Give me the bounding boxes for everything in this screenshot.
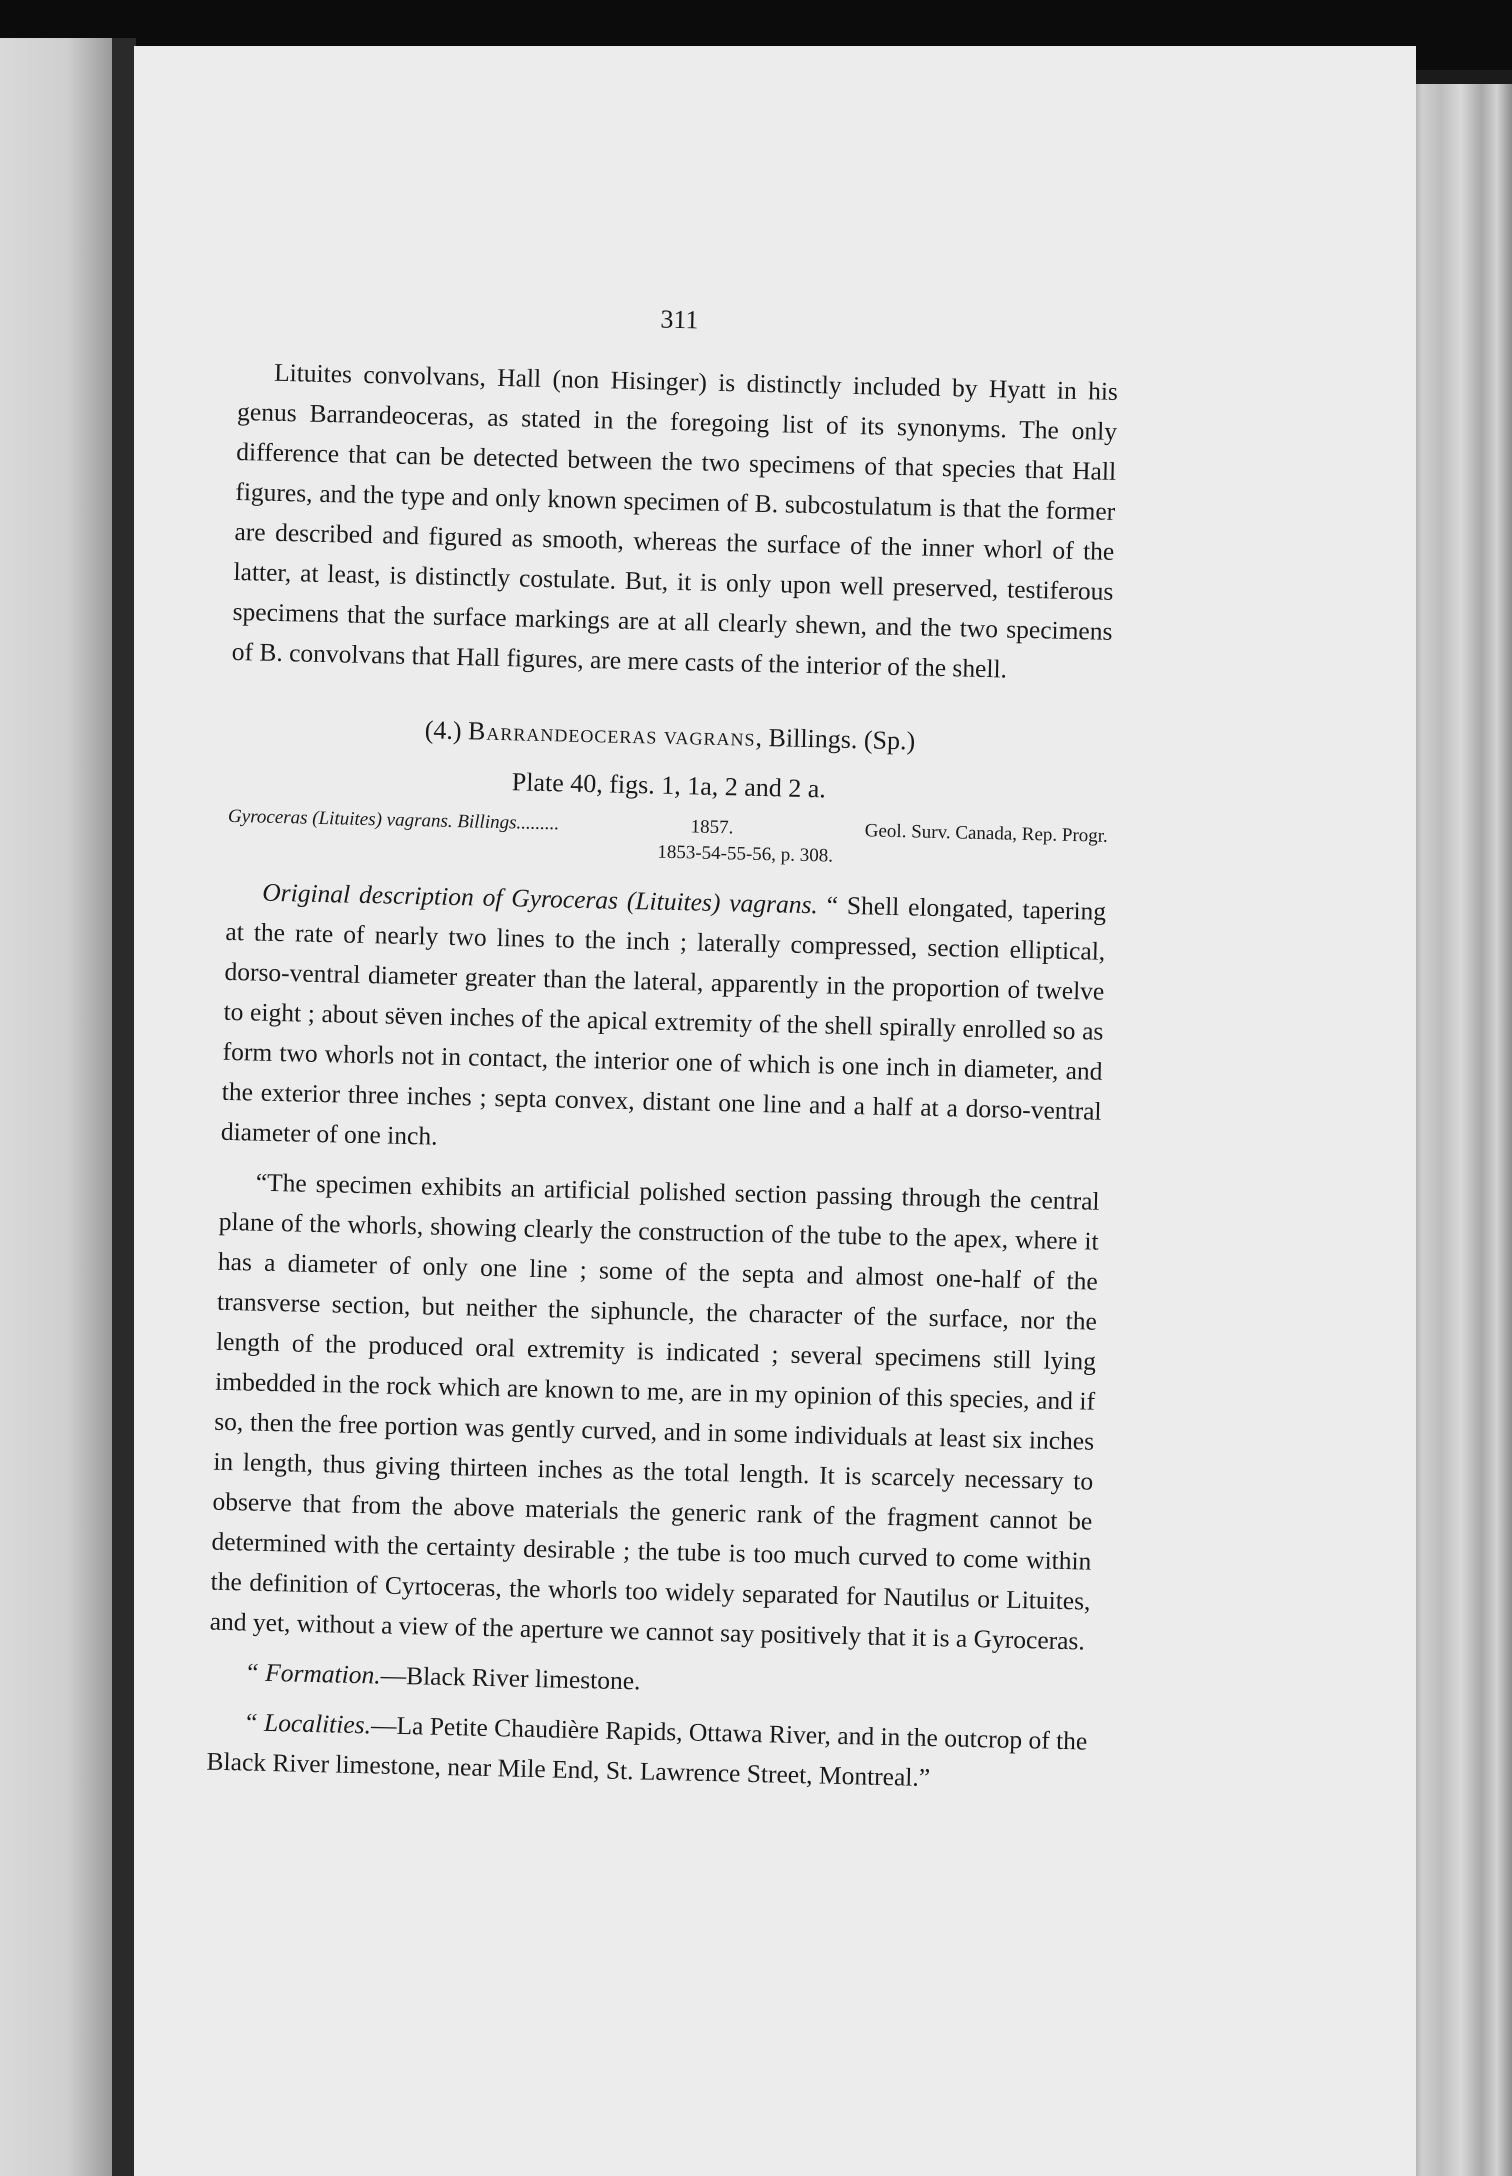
synonymy-reference-cont: 1853-54-55-56, p. 308. (657, 841, 834, 867)
species-genus: Barrandeoceras (467, 716, 658, 750)
page-text-block (206, 290, 1120, 1802)
localities-text: —La Petite Chaudière Rapids, Ottawa River, and in the outcrop of the Black River limestone, near Mile End, St. Lawrence Street, Montreal.” (206, 1710, 1088, 1793)
plate-reference: Plate 40, figs. 1, 1a, 2 and 2 a. (511, 767, 827, 804)
page-number: 311 (660, 304, 699, 335)
description-paragraph (220, 872, 1106, 1172)
description-text: “ Shell elongated, tapering at the rate of nearly two lines to the inch ; laterally compressed, section elliptical, dorso-ventral diameter greater than the lateral, apparently in the proportion of twelve to eight ; about sëven inches of the apical extremity of the shell spirally enrolled so as form two whorls not in contact, the interior one of which is one inch in diameter, and the exterior three inches ; septa convex, distant one line and a half at a dorso-ventral diameter of one inch. (220, 890, 1107, 1151)
synonymy-year: 1857. (690, 816, 734, 839)
species-author: , Billings. (Sp.) (755, 722, 916, 756)
page-stack-edge (1410, 84, 1512, 2176)
book-gutter (112, 38, 136, 2176)
formation-label: “ Formation. (244, 1657, 381, 1690)
synonymy-entry (227, 804, 1108, 876)
formation-paragraph (208, 1652, 1089, 1712)
species-name: vagrans (663, 720, 756, 752)
synonymy-name: Gyroceras (Lituites) vagrans. Billings......... (227, 805, 560, 835)
species-number: (4.) (424, 715, 462, 746)
specimen-paragraph: “The specimen exhibits an artificial polished section passing through the central plane of the whorls, showing clearly the construction of the tube to the apex, where it has a diameter of only one line ; some of the septa and almost one-half of the transverse section, but neither the siphuncle, the character of the surface, nor the length of the produced oral extremity is indicated ; several specimens still lying imbedded in the rock which are known to me, are in my opinion of this species, and if so, then the free portion was gently curved, and in some individuals at least six inches in length, thus giving thirteen inches as the total length. It is scarcely necessary to observe that from the above materials the generic rank of the fragment cannot be determined with the certainty desirable ; the tube is too much curved to come within the definition of Cyrtoceras, the whorls too widely separated for Nautilus or Lituites, and yet, without a view of the aperture we cannot say positively that it is a Gyroceras. (209, 1167, 1100, 1656)
localities-label: “ Localities. (243, 1707, 372, 1740)
facing-page-edge (0, 38, 112, 2176)
intro-paragraph: Lituites convolvans, Hall (non Hisinger) is distinctly included by Hyatt in his genus Barrandeoceras, as stated in the foregoing list of its synonyms. The only difference that can be detected between the two specimens of that species that Hall figures, and the type and only known specimen of B. subcostulatum is that the former are described and figured as smooth, whereas the surface of the inner whorl of the latter, at least, is distinctly costulate. But, it is only upon well preserved, testiferous specimens that the surface markings are at all clearly shewn, and the two specimens of B. convolvans that Hall figures, are mere casts of the interior of the shell. (231, 357, 1119, 684)
synonymy-reference: Geol. Surv. Canada, Rep. Progr. (864, 820, 1109, 847)
description-title: Original description of Gyroceras (Lituites) vagrans. (262, 877, 819, 920)
species-heading (230, 706, 1111, 766)
formation-text: —Black River limestone. (380, 1660, 641, 1696)
